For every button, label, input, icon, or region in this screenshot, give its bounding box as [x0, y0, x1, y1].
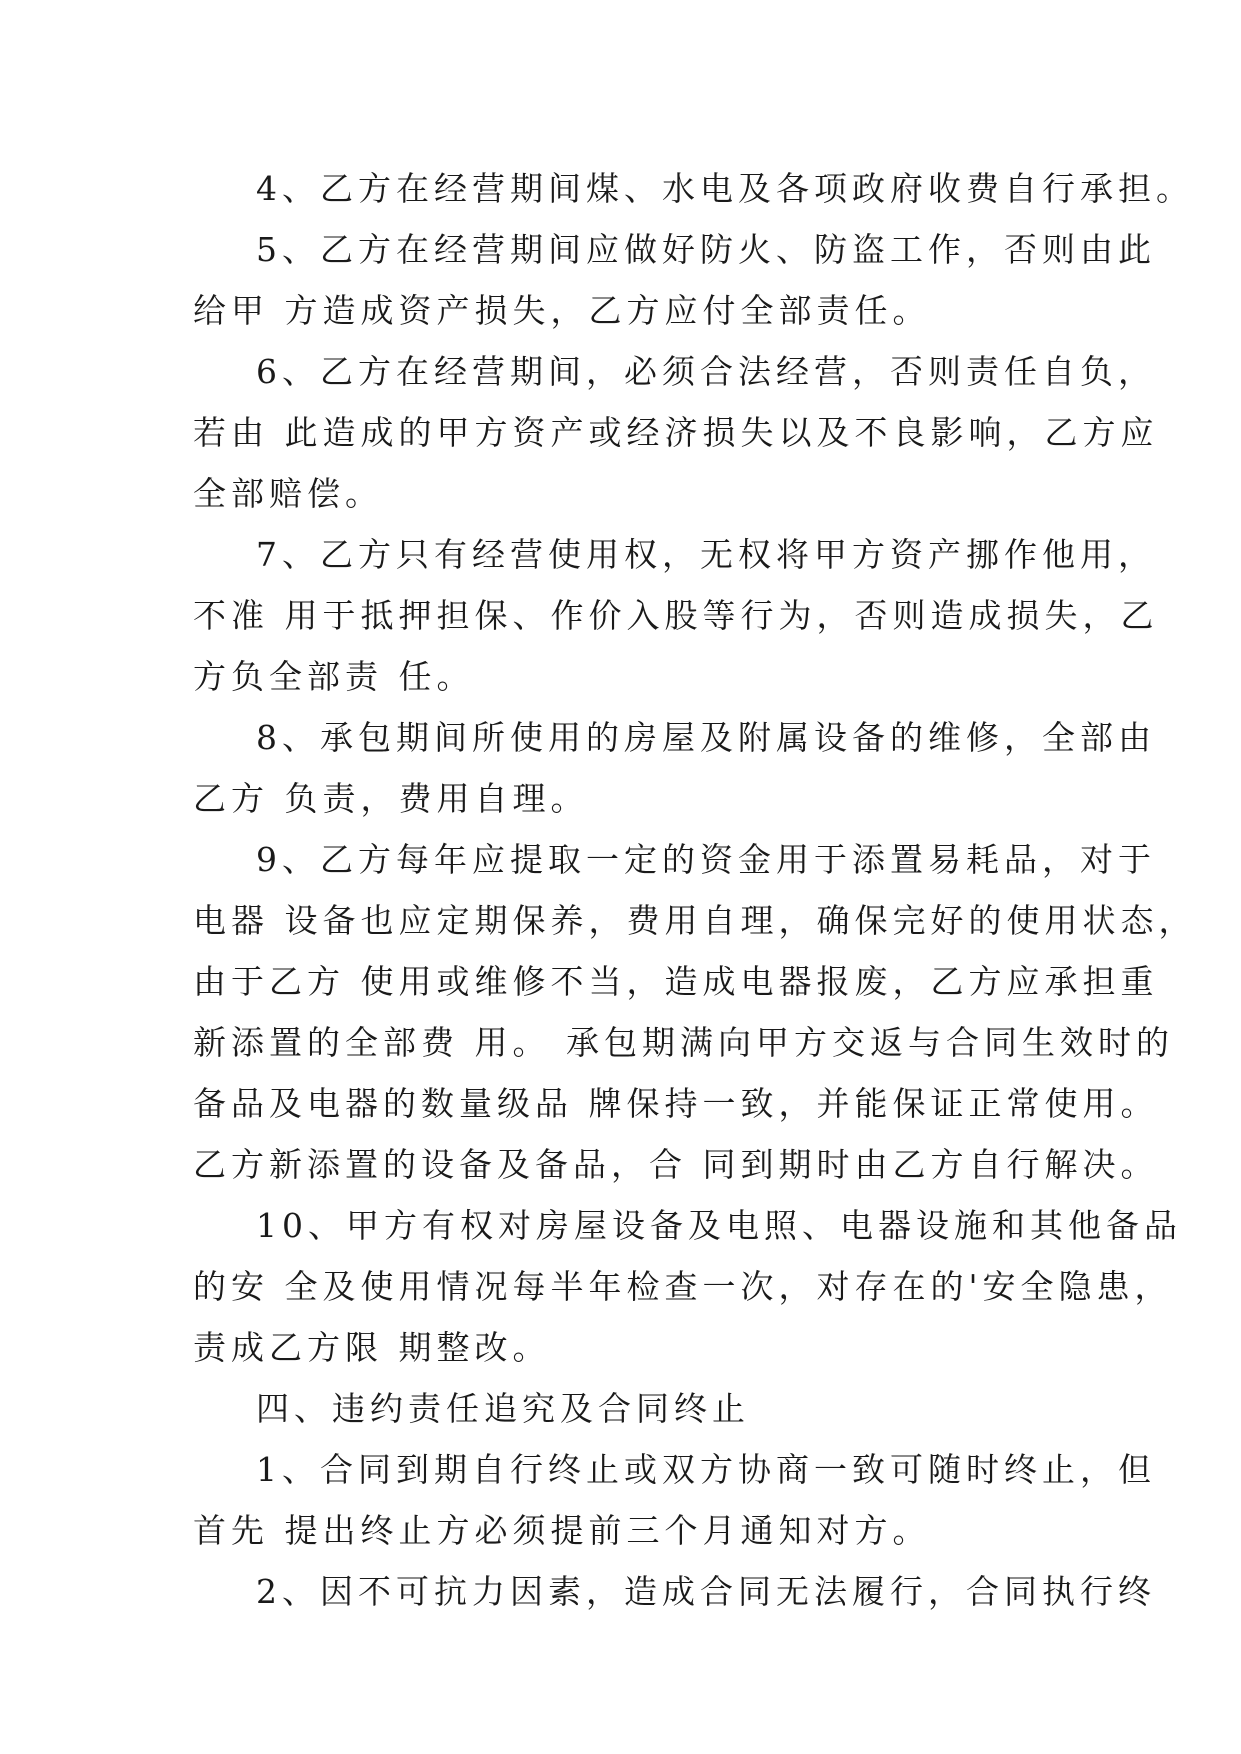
text-line-clause-7: 7、乙方只有经营使用权，无权将甲方资产挪作他用， [256, 535, 1156, 574]
text-line: 新添置的全部费 用。 承包期满向甲方交返与合同生效时的 [193, 1023, 1174, 1062]
text-line: 乙方新添置的设备及备品，合 同到期时由乙方自行解决。 [193, 1145, 1159, 1184]
text-line: 全部赔偿。 [193, 474, 383, 513]
text-line: 电器 设备也应定期保养，费用自理，确保完好的使用状态， [193, 901, 1197, 940]
text-line: 由于乙方 使用或维修不当，造成电器报废，乙方应承担重 [193, 962, 1159, 1001]
text-line: 首先 提出终止方必须提前三个月通知对方。 [193, 1511, 931, 1550]
text-line-clause-9: 9、乙方每年应提取一定的资金用于添置易耗品，对于 [256, 840, 1156, 879]
text-line: 若由 此造成的甲方资产或经济损失以及不良影响，乙方应 [193, 413, 1159, 452]
text-line: 的安 全及使用情况每半年检查一次，对存在的'安全隐患， [193, 1267, 1173, 1306]
document-body [193, 158, 1197, 1622]
section-heading: 四、违约责任追究及合同终止 [256, 1389, 750, 1428]
text-line-clause-1: 1、合同到期自行终止或双方协商一致可随时终止，但 [256, 1450, 1156, 1489]
text-line-clause-6: 6、乙方在经营期间，必须合法经营，否则责任自负， [256, 352, 1156, 391]
text-line: 责成乙方限 期整改。 [193, 1328, 551, 1367]
text-line-clause-2: 2、因不可抗力因素，造成合同无法履行，合同执行终 [256, 1572, 1156, 1611]
text-line-clause-4: 4、乙方在经营期间煤、水电及各项政府收费自行承担。 [256, 169, 1194, 208]
text-line-clause-8: 8、承包期间所使用的房屋及附属设备的维修，全部由 [256, 718, 1156, 757]
text-line-clause-5: 5、乙方在经营期间应做好防火、防盗工作，否则由此 [256, 230, 1156, 269]
text-line: 给甲 方造成资产损失，乙方应付全部责任。 [193, 291, 931, 330]
text-line: 方负全部责 任。 [193, 657, 475, 696]
text-line: 备品及电器的数量级品 牌保持一致，并能保证正常使用。 [193, 1084, 1159, 1123]
text-line: 不准 用于抵押担保、作价入股等行为，否则造成损失，乙 [193, 596, 1159, 635]
text-line: 乙方 负责，费用自理。 [193, 779, 589, 818]
text-line-clause-10: 10、甲方有权对房屋设备及电照、电器设施和其他备品 [256, 1206, 1182, 1245]
